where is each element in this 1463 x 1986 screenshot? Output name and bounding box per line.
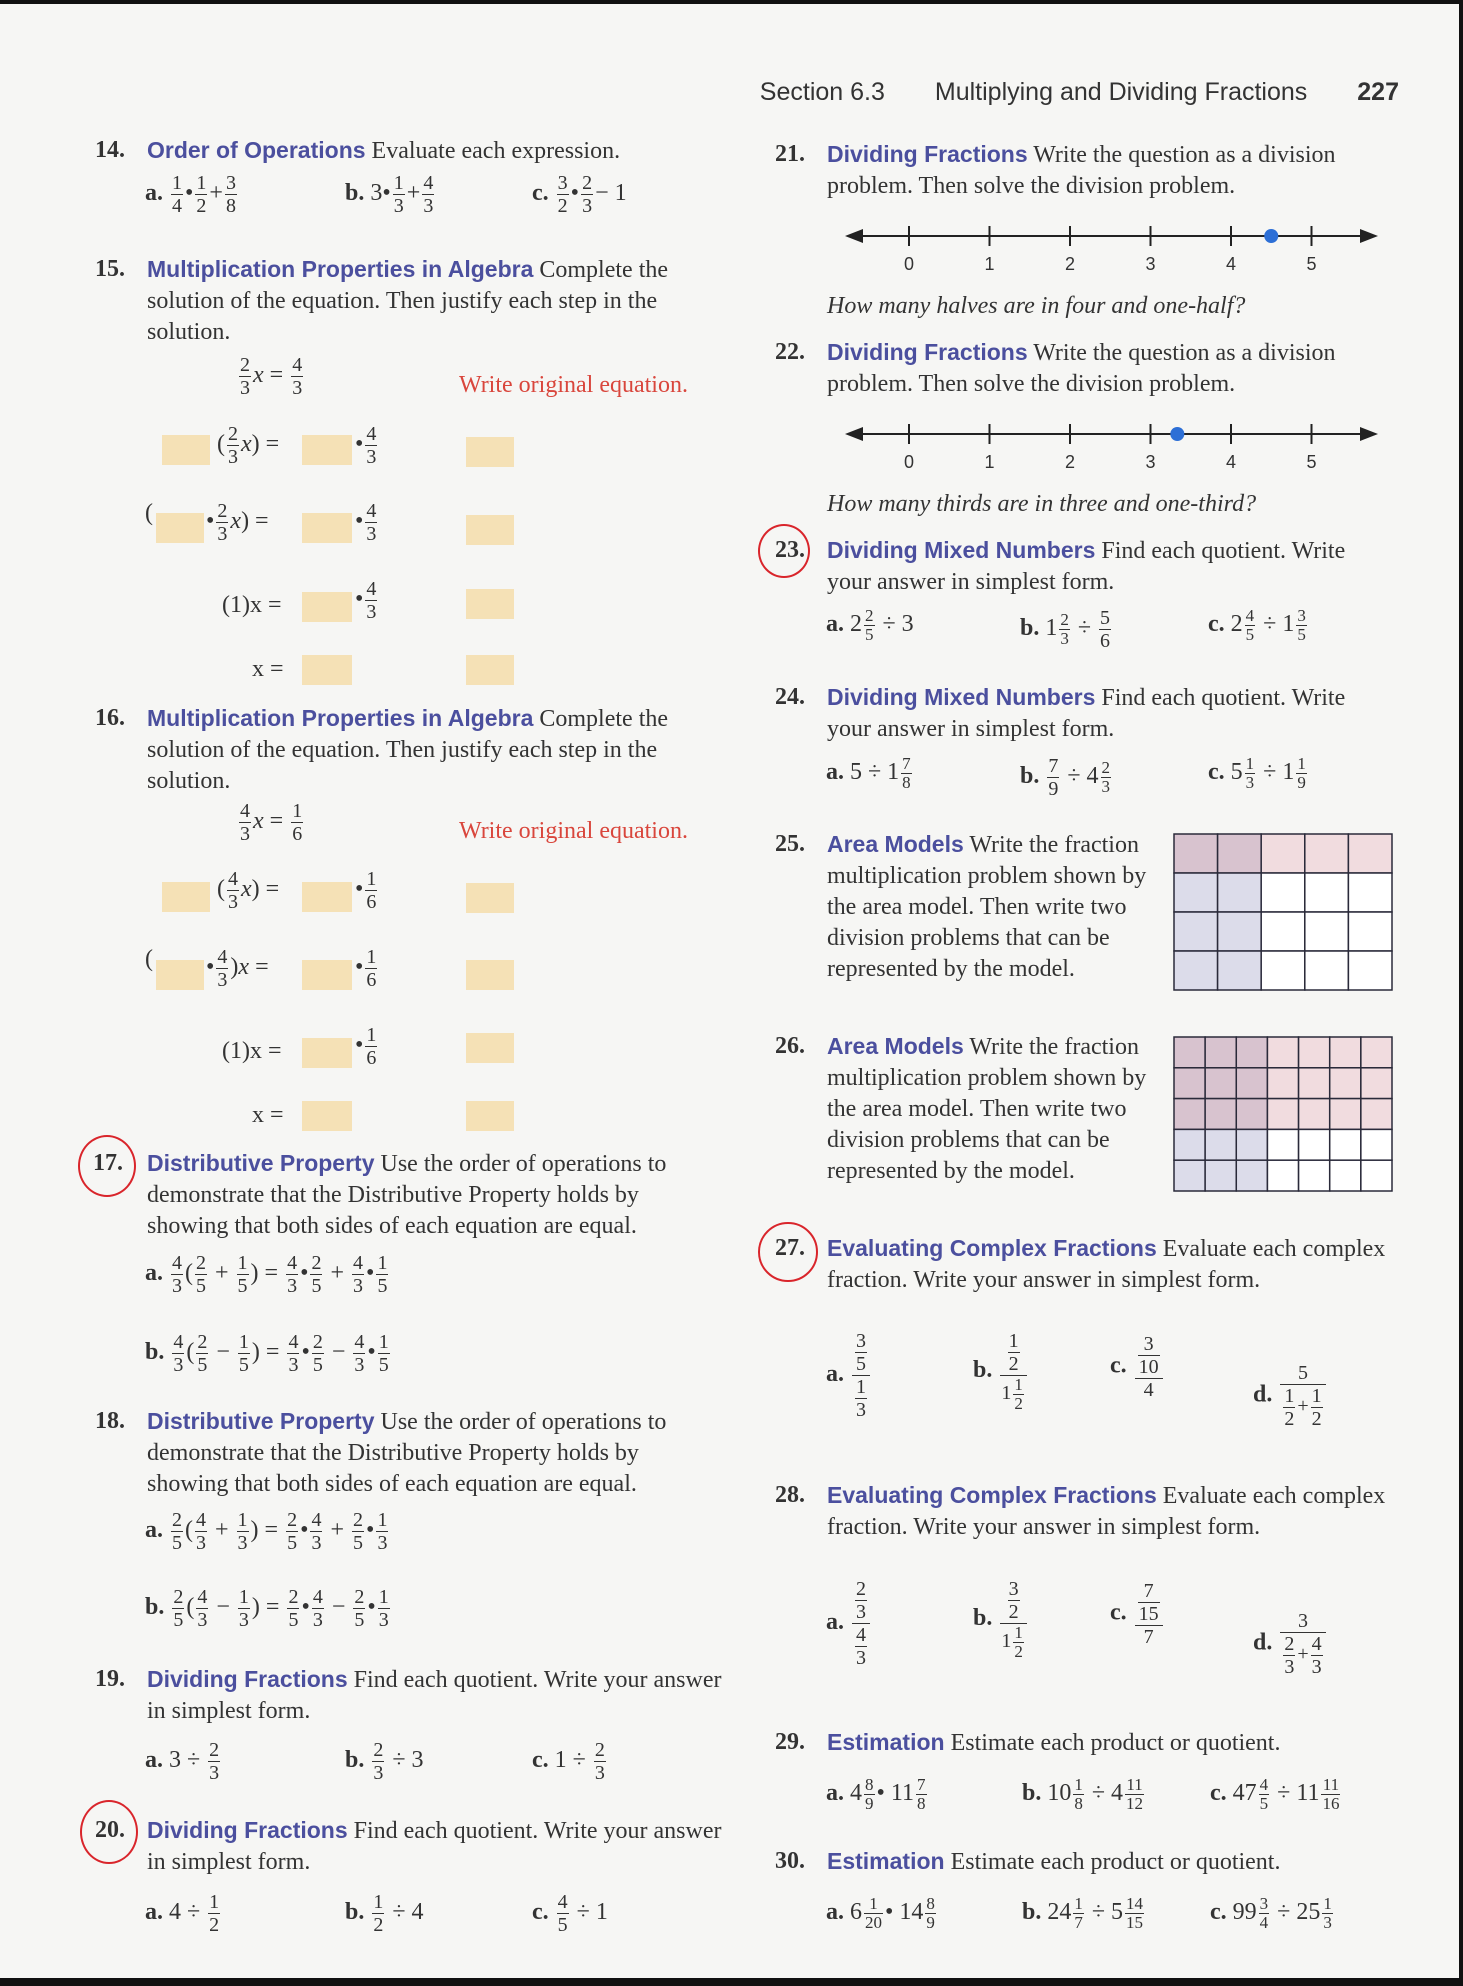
p16-step-1-rhs: • $\frac{1}{6}$ [355,868,377,913]
problem-title: Multiplication Properties in Algebra [147,705,534,731]
area-model-cell [1236,1099,1267,1130]
area-model-cell [1305,873,1349,912]
problem-28 [775,1480,1395,1543]
problem-instruction: Evaluate each complex fraction. Write your answer in simplest form. [827,1236,1386,1293]
answer-box[interactable] [156,960,204,990]
problem-title: Dividing Fractions [147,1817,348,1843]
p16-step-2: ( [145,946,153,972]
answer-box[interactable] [162,882,210,912]
problem-21 [775,139,1395,202]
p15-step-2-mid: • $\frac{2}{3}$ x) = [206,500,269,545]
p28-part-b: b. $\frac{3}{2}$ 1 $\frac{1}{2}$ [973,1578,1029,1661]
problem-26 [775,1031,1147,1187]
p20-part-b: b. $\frac{1}{2}$ ÷ 4 [345,1891,424,1936]
p19-part-a: a. 3 ÷ $\frac{2}{3}$ [145,1739,220,1784]
p19-part-c: c. 1 ÷ $\frac{2}{3}$ [532,1739,605,1784]
p19-part-b: b. $\frac{2}{3}$ ÷ 3 [345,1739,424,1784]
area-model-cell [1174,1068,1205,1099]
problem-instruction: Find each quotient. Write your answer in simplest form. [827,538,1346,595]
problem-instruction: Use the order of operations to demonstrate that the Distributive Property holds by showing that both sides of each equation are equal. [147,1151,667,1239]
problem-title: Dividing Fractions [827,339,1028,365]
problem-instruction: Write the fraction multiplication problem shown by the area model. Then write two division problems that can be represented by the model. [827,1034,1147,1184]
scan-border-right [1459,0,1463,1986]
page-header [760,78,1399,107]
area-model-cell [1174,1037,1205,1068]
p29-part-b: b. 10 $\frac{1}{8}$ ÷ 4 $\frac{11}{12}$ [1022,1775,1144,1813]
answer-box[interactable] [302,1038,352,1068]
p28-part-d: d. 3 $\frac{2}{3}$ + $\frac{4}{3}$ [1253,1610,1328,1678]
area-model-cell [1330,1160,1361,1191]
problem-25 [775,829,1147,985]
number-line-point [1170,427,1184,441]
p24-part-c: c. 5 $\frac{1}{3}$ ÷ 1 $\frac{1}{9}$ [1208,754,1306,792]
area-model-cell [1236,1037,1267,1068]
problem-20 [95,1815,725,1878]
justification-box[interactable] [466,589,514,619]
problem-number: 21. [775,141,805,167]
problem-number: 16. [95,705,125,731]
p20-part-a: a. 4 ÷ $\frac{1}{2}$ [145,1891,220,1936]
problem-17 [95,1148,725,1242]
answer-box[interactable] [162,435,210,465]
problem-instruction: Find each quotient. Write your answer in simplest form. [147,1667,722,1724]
area-model-cell [1236,1068,1267,1099]
circle-annotation [80,1800,138,1864]
area-model-cell [1205,1129,1236,1160]
area-model-cell [1174,912,1218,951]
area-model-cell [1174,1129,1205,1160]
number-line-tick-label: 4 [1226,452,1237,472]
problem-19 [95,1664,725,1727]
p24-part-a: a. 5 ÷ 1 $\frac{7}{8}$ [826,754,911,792]
area-model-cell [1174,951,1218,990]
area-model-cell [1174,1160,1205,1191]
justification-box[interactable] [466,1101,514,1131]
p16-step-2-rhs: • $\frac{1}{6}$ [355,946,377,991]
number-line-tick-label: 5 [1306,254,1317,274]
problem-29 [775,1727,1395,1759]
problem-number: 30. [775,1848,805,1874]
area-model-cell [1261,951,1305,990]
problem-number: 15. [95,256,125,282]
p16-step-1: ( $\frac{4}{3}$ x) = [217,868,280,913]
p15-step-4: x = [252,656,284,682]
problem-23 [775,535,1395,598]
answer-box[interactable] [302,960,352,990]
area-model-cell [1205,1160,1236,1191]
area-model-cell [1361,1129,1392,1160]
problem-instruction: Estimate each product or quotient. [950,1730,1281,1756]
problem-title: Order of Operations [147,137,366,163]
number-line-tick-label: 0 [904,452,915,472]
p16-step-3-rhs: • $\frac{1}{6}$ [355,1024,377,1069]
circle-annotation [758,524,810,578]
area-model-cell [1267,1129,1298,1160]
area-model-cell [1305,951,1349,990]
problem-number: 25. [775,831,805,857]
area-model-cell [1267,1037,1298,1068]
problem-27 [775,1233,1395,1296]
problem-instruction: Evaluate each complex fraction. Write your answer in simplest form. [827,1483,1386,1540]
section-heading: Multiplying and Dividing Fractions [934,78,1308,106]
problem-title: Estimation [827,1729,945,1755]
problem-number: 29. [775,1729,805,1755]
scan-border-bottom [0,1978,1463,1986]
area-model-cell [1236,1129,1267,1160]
justification-box[interactable] [466,515,514,545]
problem-number: 26. [775,1033,805,1059]
problem-instruction: Complete the solution of the equation. Then justify each step in the solution. [147,257,669,345]
justification-box[interactable] [466,883,514,913]
problem-title: Estimation [827,1848,945,1874]
area-model-cell [1261,834,1305,873]
area-model-cell [1299,1037,1330,1068]
p27-part-a: a. $\frac{\frac{3}{5}}{\frac{1}{3}}$ [826,1330,872,1421]
problem-instruction: Write the question as a division problem. Then solve the division problem. [827,340,1336,397]
area-model-26 [1173,1036,1393,1192]
problem-title: Distributive Property [147,1150,375,1176]
p23-part-c: c. 2 $\frac{4}{5}$ ÷ 1 $\frac{3}{5}$ [1208,606,1306,644]
problem-15 [95,254,715,348]
answer-box[interactable] [302,655,352,685]
p17-part-a: a. $\frac{4}{3}$ ( $\frac{2}{5}$ + $\frac{1}{5}$ ) = $\frac{4}{3}$ • $\frac{2}{5}$ + $\frac{4}{3}$ • $\frac{1}{5}$ [145,1252,388,1297]
p15-step-3-rhs: • $\frac{4}{3}$ [355,578,377,623]
answer-box[interactable] [302,435,352,465]
area-model-cell [1299,1160,1330,1191]
p28-part-a: a. $\frac{\frac{2}{3}}{\frac{4}{3}}$ [826,1578,872,1669]
area-model-cell [1205,1099,1236,1130]
p15-step-2: ( [145,500,153,526]
number-line-tick-label: 5 [1306,452,1317,472]
problem-title: Evaluating Complex Fractions [827,1482,1157,1508]
area-model-cell [1236,1160,1267,1191]
area-model-cell [1305,912,1349,951]
problem-title: Dividing Mixed Numbers [827,537,1096,563]
area-model-cell [1330,1129,1361,1160]
area-model-cell [1348,912,1392,951]
area-model-cell [1330,1068,1361,1099]
number-line-tick-label: 4 [1226,254,1237,274]
answer-box[interactable] [302,513,352,543]
area-model-25 [1173,833,1393,991]
number-line-tick-label: 0 [904,254,915,274]
p16-step-2-mid: • $\frac{4}{3}$ )x = [206,946,269,991]
area-model-cell [1299,1068,1330,1099]
p15-equation: $\frac{2}{3}$ x = $\frac{4}{3}$ [240,354,303,399]
problem-18 [95,1406,725,1500]
section-label: Section 6.3 [759,78,885,106]
p28-part-c: c. $\frac{\frac{7}{15}}{7}$ [1110,1580,1165,1648]
problem-title: Area Models [827,831,964,857]
area-model-cell [1267,1068,1298,1099]
p23-part-a: a. 2 $\frac{2}{5}$ ÷ 3 [826,606,914,644]
area-model-cell [1361,1160,1392,1191]
problem-22 [775,337,1395,400]
problem-instruction: Estimate each product or quotient. [950,1849,1281,1875]
answer-box[interactable] [302,882,352,912]
p27-part-c: c. $\frac{\frac{3}{10}}{4}$ [1110,1333,1165,1401]
problem-title: Multiplication Properties in Algebra [147,256,534,282]
problem-title: Distributive Property [147,1408,375,1434]
p18-part-a: a. $\frac{2}{5}$ ( $\frac{4}{3}$ + $\frac{1}{3}$ ) = $\frac{2}{5}$ • $\frac{4}{3}$ + $\frac{2}{5}$ • $\frac{1}{3}$ [145,1509,388,1554]
area-model-cell [1299,1099,1330,1130]
p29-part-a: a. 4 $\frac{8}{9}$ • 11 $\frac{7}{8}$ [826,1775,926,1813]
scan-border-top [0,0,1463,4]
area-model-cell [1261,912,1305,951]
p15-step-1: ( $\frac{2}{3}$ x) = [217,423,280,468]
answer-box[interactable] [302,1101,352,1131]
problem-instruction: Use the order of operations to demonstrate that the Distributive Property holds by showing that both sides of each equation are equal. [147,1409,667,1497]
area-model-cell [1261,873,1305,912]
area-model-cell [1205,1037,1236,1068]
problem-instruction: Write the fraction multiplication problem shown by the area model. Then write two division problems that can be represented by the model. [827,832,1147,982]
p14-part-b: b. 3• $\frac{1}{3}$ + $\frac{4}{3}$ [345,172,434,217]
problem-number: 20. [95,1817,125,1843]
p17-part-b: b. $\frac{4}{3}$ ( $\frac{2}{5}$ − $\frac{1}{5}$ ) = $\frac{4}{3}$ • $\frac{2}{5}$ − $\frac{4}{3}$ • $\frac{1}{5}$ [145,1331,389,1376]
area-model-cell [1218,951,1262,990]
problem-number: 14. [95,137,125,163]
problem-title: Dividing Mixed Numbers [827,684,1096,710]
page-number: 227 [1357,78,1399,106]
problem-24 [775,682,1395,745]
justification-box[interactable] [466,655,514,685]
area-model-cell [1361,1037,1392,1068]
problem-30 [775,1846,1395,1878]
area-model-cell [1267,1099,1298,1130]
area-model-cell [1174,1099,1205,1130]
problem-instruction: Find each quotient. Write your answer in simplest form. [827,685,1346,742]
problem-title: Area Models [827,1033,964,1059]
problem-instruction: Complete the solution of the equation. Then justify each step in the solution. [147,706,669,794]
p30-part-b: b. 24 $\frac{1}{7}$ ÷ 5 $\frac{14}{15}$ [1022,1894,1144,1932]
problem-number: 27. [775,1235,805,1261]
p16-step-4: x = [252,1102,284,1128]
area-model-cell [1305,834,1349,873]
area-model-cell [1348,951,1392,990]
p24-part-b: b. $\frac{7}{9}$ ÷ 4 $\frac{2}{3}$ [1020,755,1111,800]
p20-part-c: c. $\frac{4}{5}$ ÷ 1 [532,1891,608,1936]
number-line-21 [845,220,1380,280]
problem-number: 19. [95,1666,125,1692]
area-model-cell [1174,873,1218,912]
p15-step-1-rhs: • $\frac{4}{3}$ [355,423,377,468]
p14-part-a: a. $\frac{1}{4}$ • $\frac{1}{2}$ + $\frac{3}{8}$ [145,172,236,217]
p16-write-original: Write original equation. [459,818,688,844]
justification-box[interactable] [466,1033,514,1063]
p15-write-original: Write original equation. [459,372,688,398]
area-model-cell [1361,1068,1392,1099]
area-model-cell [1330,1099,1361,1130]
p30-part-a: a. 6 $\frac{1}{20}$ • 14 $\frac{8}{9}$ [826,1894,935,1932]
problem-16 [95,703,715,797]
problem-number: 28. [775,1482,805,1508]
number-line-22 [845,418,1380,478]
area-model-cell [1174,834,1218,873]
problem-instruction: Find each quotient. Write your answer in simplest form. [147,1818,722,1875]
area-model-cell [1299,1129,1330,1160]
p15-step-2-rhs: • $\frac{4}{3}$ [355,500,377,545]
problem-instruction: Write the question as a division problem. Then solve the division problem. [827,142,1336,199]
problem-number: 23. [775,537,805,563]
problem-number: 22. [775,339,805,365]
problem-instruction: Evaluate each expression. [371,138,621,164]
number-line-tick-label: 1 [984,254,995,274]
p14-part-c: c. $\frac{3}{2}$ • $\frac{2}{3}$ − 1 [532,172,627,217]
justification-box[interactable] [466,960,514,990]
area-model-cell [1361,1099,1392,1130]
area-model-cell [1330,1037,1361,1068]
circle-annotation [758,1222,818,1282]
p23-part-b: b. 1 $\frac{2}{3}$ ÷ $\frac{5}{6}$ [1020,607,1111,652]
circle-annotation [78,1135,136,1197]
area-model-cell [1348,834,1392,873]
area-model-cell [1218,912,1262,951]
p27-part-d: d. 5 $\frac{1}{2}$ + $\frac{1}{2}$ [1253,1362,1328,1430]
number-line-tick-label: 3 [1145,452,1156,472]
problem-title: Dividing Fractions [827,141,1028,167]
area-model-cell [1348,873,1392,912]
p16-step-3: (1)x = [222,1038,282,1064]
number-line-tick-label: 3 [1145,254,1156,274]
problem-title: Evaluating Complex Fractions [827,1235,1157,1261]
p21-question: How many halves are in four and one-half? [827,293,1246,319]
area-model-cell [1205,1068,1236,1099]
answer-box[interactable] [156,513,204,543]
answer-box[interactable] [302,592,352,622]
problem-14 [95,135,695,167]
problem-title: Dividing Fractions [147,1666,348,1692]
problem-number: 17. [93,1150,123,1176]
p27-part-b: b. $\frac{1}{2}$ 1 $\frac{1}{2}$ [973,1330,1029,1413]
p16-equation: $\frac{4}{3}$ x = $\frac{1}{6}$ [240,800,303,845]
area-model-cell [1267,1160,1298,1191]
p29-part-c: c. 47 $\frac{4}{5}$ ÷ 11 $\frac{11}{16}$ [1210,1775,1340,1813]
number-line-point [1264,229,1278,243]
problem-number: 18. [95,1408,125,1434]
p15-step-3: (1)x = [222,592,282,618]
area-model-cell [1218,834,1262,873]
p30-part-c: c. 99 $\frac{3}{4}$ ÷ 25 $\frac{1}{3}$ [1210,1894,1332,1932]
number-line-tick-label: 2 [1065,452,1076,472]
justification-box[interactable] [466,437,514,467]
problem-number: 24. [775,684,805,710]
p22-question: How many thirds are in three and one-third? [827,491,1257,517]
p18-part-b: b. $\frac{2}{5}$ ( $\frac{4}{3}$ − $\frac{1}{3}$ ) = $\frac{2}{5}$ • $\frac{4}{3}$ − $\frac{2}{5}$ • $\frac{1}{3}$ [145,1586,389,1631]
area-model-cell [1218,873,1262,912]
number-line-tick-label: 2 [1065,254,1076,274]
number-line-tick-label: 1 [984,452,995,472]
